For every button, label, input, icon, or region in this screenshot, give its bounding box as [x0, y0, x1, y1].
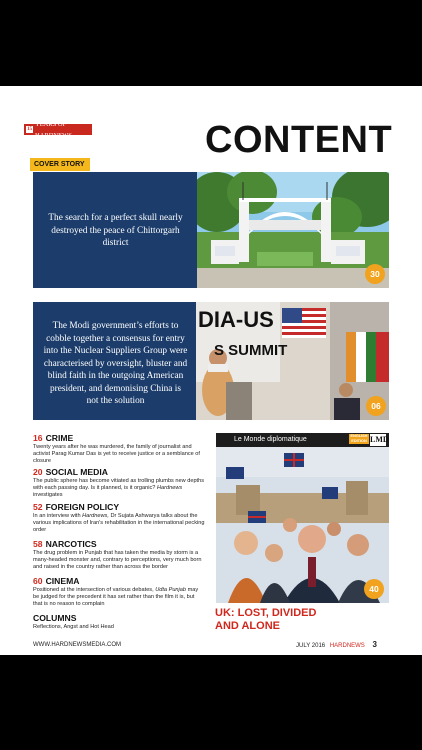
- magazine-page: [0, 86, 422, 655]
- toc-item-crime[interactable]: [33, 433, 205, 465]
- logo-text: YEARS OF HARDNEWS: [35, 120, 72, 139]
- toc-desc: Positioned at the intersection of various debates, Udta Punjab may be judged for the precedent it has set rather than the film it is, but that is no reason to complain: [33, 587, 199, 607]
- toc-desc: Reflections, Angst and Hot Head: [33, 624, 114, 630]
- cover-story-1-text: The search for a perfect skull nearly destroyed the peace of Chittorgarh district: [48, 213, 183, 248]
- feature-headline[interactable]: [215, 607, 390, 633]
- logo-years: 15: [27, 127, 32, 132]
- cover-story-2-text: The Modi government’s efforts to cobble together a consensus for entry into the Nuclear Suppliers Group were characterised by oversight, bluster and blind faith in the outgoing American president, and demonising China is not the solution: [43, 321, 188, 406]
- toc-item-social-media[interactable]: [33, 467, 205, 499]
- page-number-badge: 40: [364, 579, 384, 599]
- cover-story-1-box[interactable]: [33, 172, 198, 288]
- masthead: Le Monde diplomatique: [216, 433, 389, 447]
- footer-date: [296, 641, 377, 650]
- footer-url[interactable]: WWW.HARDNEWSMEDIA.COM: [33, 642, 121, 648]
- le-monde-feature[interactable]: [216, 433, 389, 603]
- edition-badge: ENGLISH EDITION: [350, 434, 368, 443]
- headline-line-1: UK: LOST, DIVIDED: [215, 607, 317, 619]
- cover-story-2-box[interactable]: [33, 302, 198, 420]
- toc-item-columns[interactable]: [33, 613, 205, 631]
- cover-story-tag: COVER STORY: [30, 158, 90, 171]
- hardnews-logo: [24, 120, 92, 139]
- footer-brand: HARDNEWS: [329, 643, 365, 649]
- toc-heading: 20 SOCIAL MEDIA: [33, 467, 108, 477]
- footer-page-number: 3: [372, 640, 377, 649]
- toc-desc: The drug problem in Punjab that has taken the media by storm is a many-headed monster and, contrary to perceptions, very much born and raised in the country rather than across the border: [33, 550, 202, 570]
- footer-date-text: JULY 2016: [296, 643, 326, 649]
- toc-item-cinema[interactable]: [33, 576, 205, 608]
- toc-heading: 52 FOREIGN POLICY: [33, 502, 120, 512]
- page-number-badge: 30: [365, 264, 385, 284]
- chittorgarh-gate-photo: [197, 172, 389, 288]
- toc-desc: In an interview with Hardnews, Dr Sujata Ashwarya talks about the various implications of Iran's rehabilitation in the international pecking order: [33, 513, 205, 533]
- page-number-badge: 06: [366, 396, 386, 416]
- summit-banner-text-2: S SUMMIT: [214, 342, 288, 359]
- headline-line-2: AND ALONE: [215, 620, 280, 632]
- toc-item-narcotics[interactable]: [33, 539, 205, 571]
- lmd-badge: LMD: [370, 435, 389, 444]
- toc-heading: 16 CRIME: [33, 433, 74, 443]
- toc-desc: The public sphere has become vitiated as trolling plumbs new depths with each passing day. Is it planned, is it organic? Hardnews investigates: [33, 478, 205, 498]
- toc-heading: 58 NARCOTICS: [33, 539, 97, 549]
- page-title: CONTENT: [205, 119, 393, 161]
- toc-desc: Twenty years after he was murdered, the family of journalist and activist Parag Kumar Das is yet to receive justice or a semblance of closure: [33, 444, 200, 464]
- india-us-summit-photo: [196, 302, 389, 420]
- toc-heading: 60 CINEMA: [33, 576, 80, 586]
- toc-heading: COLUMNS: [33, 613, 77, 623]
- summit-banner-text: DIA-US: [198, 307, 274, 332]
- toc-item-foreign-policy[interactable]: [33, 502, 205, 534]
